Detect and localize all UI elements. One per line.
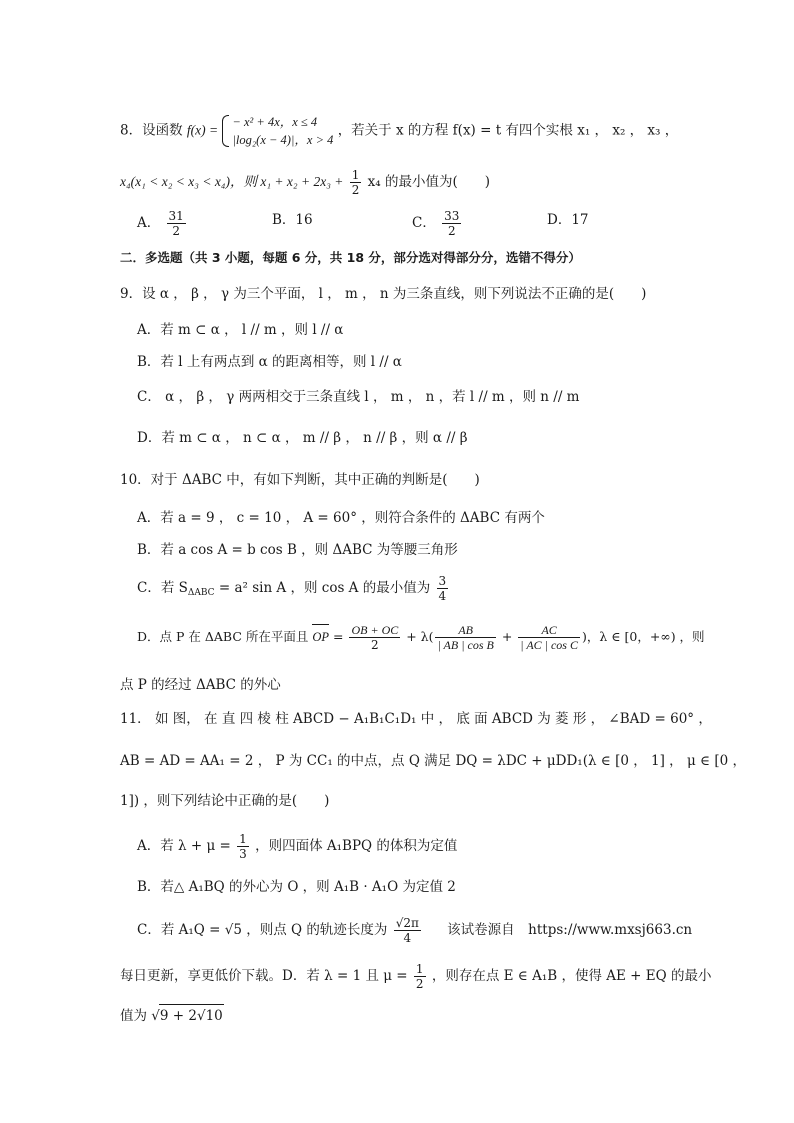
q8-line-2	[120, 168, 490, 197]
q11-a-pre: A．若 λ + μ =	[137, 838, 231, 854]
q8-option-a	[137, 209, 188, 238]
q11-d-den: 2	[415, 977, 424, 991]
q8-option-c-label: C．	[412, 215, 436, 231]
q9-option-c: C． α ， β ， γ 两两相交于三条直线 l ， m ， n ，若 l // m ，则 n // m	[137, 389, 580, 405]
q11-a-tail: ，则四面体 A₁BPQ 的体积为定值	[250, 838, 458, 854]
q10-c-fraction	[437, 574, 449, 603]
q10-d-fraction-1	[349, 623, 400, 652]
q10-d-line-2: 点 P 的经过 ΔABC 的外心	[120, 677, 281, 693]
q8-option-c-den: 2	[447, 224, 456, 238]
q9-option-b: B．若 l 上有两点到 α 的距离相等，则 l // α	[137, 354, 402, 370]
q10-d-f1-num: OB + OC	[351, 623, 399, 637]
q8-line2a: x₄(x₁ < x₂ < x₃ < x₄)，则 x₁ + x₂ + 2x₃ +	[120, 174, 344, 189]
q10-c-den: 4	[438, 589, 447, 603]
q11-d-line2-pre: 值为	[120, 1008, 147, 1024]
q8-half-num: 1	[351, 168, 360, 182]
q10-d-f2-num: AB	[435, 623, 495, 638]
q8-option-d: D．17	[547, 212, 589, 228]
q11-d-pre: 每日更新，享更低价下载。D．若 λ = 1 且 μ =	[120, 968, 408, 984]
q8-option-a-fraction	[167, 209, 186, 238]
q10-d-eq: =	[329, 629, 344, 644]
q11-option-b: B．若△ A₁BQ 的外心为 O ，则 A₁B · A₁O 为定值 2	[137, 879, 456, 895]
q11-d-num: 1	[415, 962, 424, 976]
q10-d-fraction-2	[435, 623, 495, 652]
q9-option-d: D．若 m ⊂ α ， n ⊂ α ， m // β ， n // β ，则 α // β	[137, 430, 468, 446]
q9-stem: 9．设 α ， β ， γ 为三个平面， l ， m ， n 为三条直线，则下列说法不正确的是( )	[120, 286, 647, 302]
q9-option-a: A．若 m ⊂ α ， l // m ，则 l // α	[137, 322, 344, 338]
q11-option-c	[137, 916, 692, 945]
q11-c-den: 4	[403, 931, 412, 945]
q10-d-f3-den: | AC | cos C	[520, 638, 578, 652]
q8-option-c-fraction	[442, 209, 461, 238]
section-2-heading: 二．多选题（共 3 小题，每题 6 分，共 18 分，部分选对得部分分，选错不得分）	[120, 250, 581, 265]
q11-line-3: 1]) ，则下列结论中正确的是( )	[120, 793, 330, 809]
q11-a-num: 1	[239, 832, 247, 846]
q11-c-num: √2π	[395, 916, 419, 930]
q10-d-fraction-3	[518, 623, 580, 652]
q10-d-tail: )，λ ∈ [0，+∞) ，则	[581, 629, 705, 644]
q8-case-1: − x² + 4x，x ≤ 4	[232, 115, 318, 129]
q11-d-line-2: 值为 √9 + 2√10	[120, 1004, 224, 1027]
q11-d-line-1	[120, 962, 711, 991]
q11-line-1: 11． 如 图， 在 直 四 棱 柱 ABCD − A₁B₁C₁D₁ 中 ， 底 面 ABCD 为 菱 形 ， ∠BAD = 60° ，	[120, 711, 712, 727]
q10-stem: 10．对于 ΔABC 中，有如下判断，其中正确的判断是( )	[120, 472, 480, 488]
q11-c-fraction	[394, 916, 421, 945]
q10-d-f1-den: 2	[371, 638, 379, 652]
q11-d-tail: ，则存在点 E ∈ A₁B ，使得 AE + EQ 的最小	[427, 968, 712, 984]
q11-d-sqrt-value: 9 + 2√10	[159, 1004, 224, 1027]
q10-option-a: A．若 a = 9 ， c = 10 ， A = 60° ，则符合条件的 ΔABC 有两个	[137, 510, 545, 526]
q10-d-plus: + λ(	[402, 629, 434, 644]
q8-fx: f(x) =	[186, 122, 219, 138]
q10-d-f2-den: | AB | cos B	[437, 638, 494, 652]
q8-half-fraction	[350, 168, 362, 197]
q8-option-a-label: A．	[137, 215, 161, 231]
q11-d-fraction	[414, 962, 426, 991]
q11-a-den: 3	[239, 847, 247, 861]
q11-a-fraction	[237, 832, 249, 861]
q11-option-a	[137, 832, 457, 861]
q10-d-plus2: +	[497, 629, 517, 644]
q8-option-b: B．16	[272, 212, 313, 228]
q8-option-c-num: 33	[444, 209, 460, 223]
q10-c-mid: = a² sin A ，则 cos A 的最小值为	[214, 580, 431, 596]
q8-number: 8．设函数	[120, 122, 183, 139]
q8-option-a-num: 31	[168, 209, 184, 223]
q10-option-b: B．若 a cos A = b cos B ，则 ΔABC 为等腰三角形	[137, 542, 458, 558]
q8-option-c	[412, 209, 463, 238]
q10-d-op-vector: OP	[312, 624, 329, 648]
q11-c-pre: C．若 A₁Q = √5 ，则点 Q 的轨迹长度为	[137, 922, 388, 938]
q8-piecewise	[222, 113, 333, 149]
q10-c-sub: ΔABC	[187, 588, 215, 598]
q10-c-num: 3	[438, 574, 447, 588]
q10-d-f3-num: AC	[518, 623, 580, 638]
q10-option-c	[137, 574, 450, 604]
q8-line2b: x₄ 的最小值为( )	[367, 174, 490, 190]
q8-mid: ，若关于 x 的方程 f(x) = t 有四个实根 x₁ ， x₂ ， x₃ ，	[337, 122, 679, 139]
q10-d-pre: D．点 P 在 ΔABC 所在平面且	[137, 629, 309, 644]
q8-half-den: 2	[351, 183, 360, 197]
q8-line-1	[120, 113, 678, 149]
q10-option-d	[137, 623, 705, 652]
q11-source-note: 该试卷源自 https://www.mxsj663.cn	[447, 922, 693, 938]
q8-case-2: |log₂(x − 4)|，x > 4	[232, 133, 334, 147]
q11-line-2: AB = AD = AA₁ = 2 ， P 为 CC₁ 的中点，点 Q 满足 DQ = λDC + μDD₁(λ ∈ [0 ， 1] ， μ ∈ [0 ，	[120, 753, 746, 769]
q10-c-pre: C．若 S	[137, 580, 188, 596]
q8-option-a-den: 2	[172, 224, 180, 238]
